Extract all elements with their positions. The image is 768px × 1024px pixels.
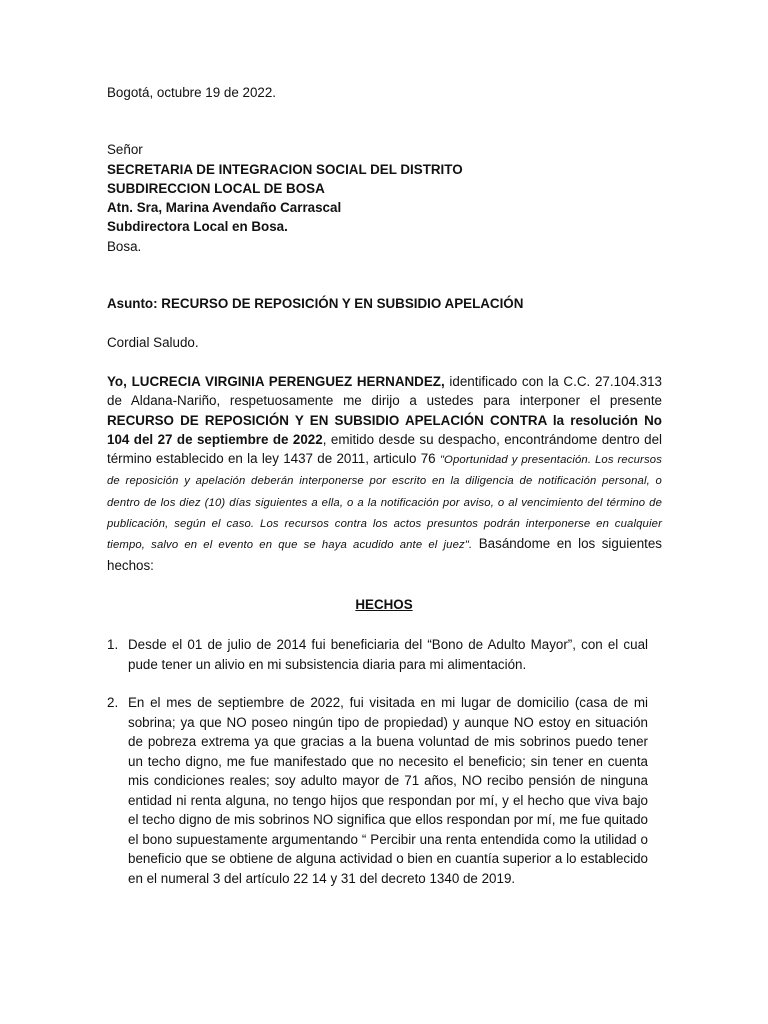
place-date: Bogotá, octubre 19 de 2022. [107, 85, 277, 100]
recipient-org-line2: SUBDIRECCION LOCAL DE BOSA [107, 181, 325, 196]
subject-line: Asunto: RECURSO DE REPOSICIÓN Y EN SUBSIDIO APELACIÓN [107, 296, 524, 311]
recipient-salutation: Señor [107, 142, 143, 157]
recipient-city: Bosa. [107, 239, 142, 254]
fact-number: 1. [107, 637, 119, 652]
intro-text-2: , emitido desde su despacho, encontrándome dentro del término establecido en la ley 1437 de 2011, articulo 76 [107, 431, 662, 467]
legal-citation: "Oportunidad y presentación. Los recursos de reposición y apelación deberán interponerse por escrito en la diligencia de notificación personal, o dentro de los diez (10) días siguientes a ella, o a la notificación por aviso, o al vencimiento del término de publicación, según el caso. Los recursos contra los actos presuntos podrán interponerse en cualquier tiempo, salvo en el evento en que se haya acudido ante el juez". [107, 454, 662, 552]
recipient-org-line1: SECRETARIA DE INTEGRACION SOCIAL DEL DISTRITO [107, 162, 463, 177]
fact-text: En el mes de septiembre de 2022, fui visitada en mi lugar de domicilio (casa de mi sobrina; ya que NO poseo ningún tipo de propiedad) y aunque NO estoy en situación de pobreza extrema ya que gracias a la buena voluntad de mis sobrinos puedo tener un techo digno, me fue manifestado que no necesito el beneficio; sin tener en cuenta mis condiciones reales; soy adulto mayor de 71 años, NO recibo pensión de ninguna entidad ni renta alguna, no tengo hijos que respondan por mí, y el hecho que viva bajo el techo digno de mis sobrinos NO significa que ellos respondan por mí, me fue quitado el bono supuestamente argumentando “ Percibir una renta entendida como la utilidad o beneficio que se obtiene de alguna actividad o bien en cuantía superior a lo establecido en el numeral 3 del artículo 22 14 y 31 del decreto 1340 de 2019. [128, 695, 648, 886]
intro-text-1: identificado con la C.C. 27.104.313 de Aldana-Nariño, respetuosamente me dirijo a ustedes para interponer el presente [107, 374, 662, 409]
fact-number: 2. [107, 695, 119, 710]
intro-text-3: Basándome en los siguientes hechos: [107, 536, 662, 573]
appeal-reference: RECURSO DE REPOSICIÓN Y EN SUBSIDIO APELACIÓN CONTRA la resolución No 104 del 27 de septiembre de 2022 [107, 412, 662, 447]
recipient-attention: Atn. Sra, Marina Avendaño Carrascal [107, 200, 342, 215]
intro-paragraph [107, 372, 662, 575]
fact-text: Desde el 01 de julio de 2014 fui beneficiaria del “Bono de Adulto Mayor”, con el cual pude tener un alivio en mi subsistencia diaria para mi alimentación. [128, 637, 648, 672]
greeting: Cordial Saludo. [107, 335, 199, 350]
facts-heading: HECHOS [355, 597, 413, 612]
petitioner-name: Yo, LUCRECIA VIRGINIA PERENGUEZ HERNANDEZ, [107, 374, 445, 389]
recipient-position: Subdirectora Local en Bosa. [107, 219, 288, 234]
